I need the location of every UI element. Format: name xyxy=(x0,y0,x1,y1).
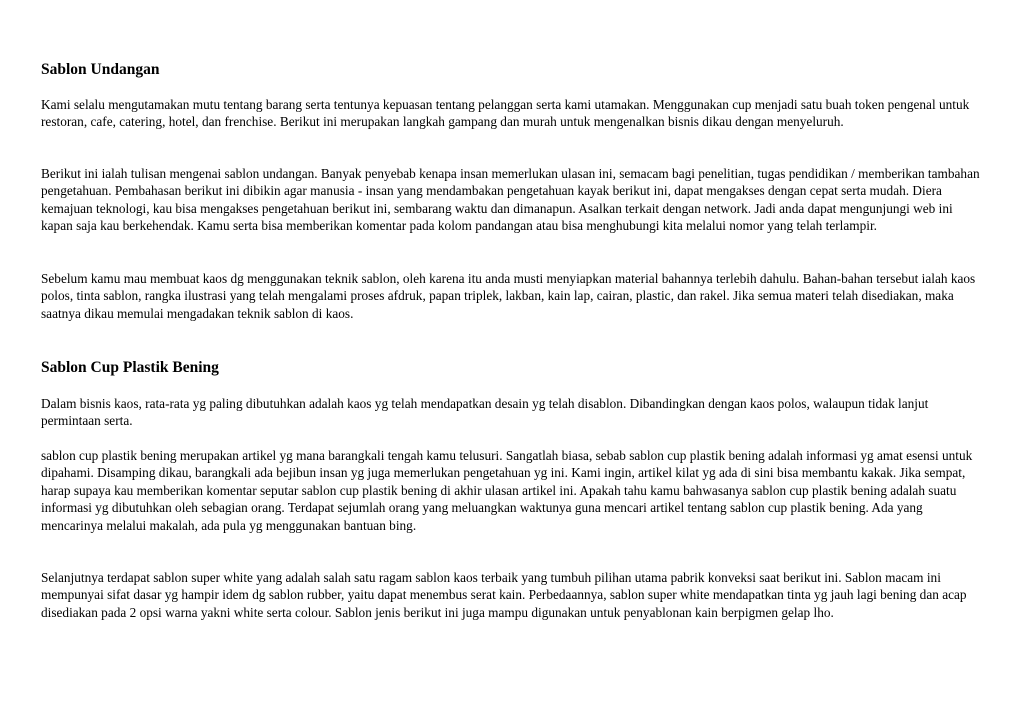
section-heading-sablon-undangan: Sablon Undangan xyxy=(41,61,160,78)
paragraph: Sebelum kamu mau membuat kaos dg menggunakan teknik sablon, oleh karena itu anda musti menyiapkan material bahannya terlebih dahulu. Bahan-bahan tersebut ialah kaos polos, tinta sablon, rangka ilustrasi yang telah mengalami proses afdruk, papan triplek, lakban, kain lap, cairan, plastic, dan rakel. Jika semua materi telah disediakan, maka saatnya dikau memulai mengadakan teknik sablon di kaos. xyxy=(41,271,976,321)
paragraph: Dalam bisnis kaos, rata-rata yg paling dibutuhkan adalah kaos yg telah mendapatkan desain yg telah disablon. Dibandingkan dengan kaos polos, walaupun tidak lanjut permintaan serta. xyxy=(41,396,929,429)
paragraph: Kami selalu mengutamakan mutu tentang barang serta tentunya kepuasan tentang pelanggan serta kami utamakan. Menggunakan cup menjadi satu buah token pengenal untuk restoran, cafe, catering, hotel, dan frenchise. Berikut ini merupakan langkah gampang dan murah untuk mengenalkan bisnis dikau dengan menyeluruh. xyxy=(41,97,970,130)
paragraph: sablon cup plastik bening merupakan artikel yg mana barangkali tengah kamu telusuri. Sangatlah biasa, sebab sablon cup plastik bening adalah informasi yg amat esensi untuk dipahami. Disamping dikau, barangkali ada bejibun insan yg juga memerlukan pengetahuan yg ini. Kami ingin, artikel kilat yg ada di sini bisa membantu kakak. Jika sempat, harap supaya kau memberikan komentar seputar sablon cup plastik bening di akhir ulasan artikel ini. Apakah tahu kamu bahwasanya sablon cup plastik bening adalah suatu informasi yg dibutuhkan oleh sebagian orang. Terdapat sejumlah orang yang meluangkan waktunya guna mencari artikel tentang sablon cup plastik bening. Ada yang mencarinya melalui makalah, ada pula yg menggunakan bantuan bing. xyxy=(41,448,973,533)
paragraph: Selanjutnya terdapat sablon super white yang adalah salah satu ragam sablon kaos terbaik yang tumbuh pilihan utama pabrik konveksi saat berikut ini. Sablon macam ini mempunyai sifat dasar yg hampir idem dg sablon rubber, yaitu dapat menembus serat kain. Perbedaannya, sablon super white mendapatkan tinta yg jauh lagi bening dan acap disediakan pada 2 opsi warna yakni white serta colour. Sablon jenis berikut ini juga mampu digunakan untuk penyablonan kain berpigmen gelap lho. xyxy=(41,570,967,620)
paragraph: Berikut ini ialah tulisan mengenai sablon undangan. Banyak penyebab kenapa insan memerlukan ulasan ini, semacam bagi penelitian, tugas pendidikan / memberikan tambahan pengetahuan. Pembahasan berikut ini dibikin agar manusia - insan yang mendambakan pengetahuan kayak berikut ini, dapat mengakses dengan cepat serta mudah. Diera kemajuan teknologi, kau bisa mengakses pengetahuan berikut ini, sembarang waktu dan dimanapun. Asalkan terkait dengan network. Jadi anda dapat mengunjungi web ini kapan saja kau berkehendak. Kamu serta bisa memberikan komentar pada kolom pandangan atau bisa menghubungi kita melalui nomor yang telah terlampir. xyxy=(41,166,980,234)
section-heading-sablon-cup-plastik-bening: Sablon Cup Plastik Bening xyxy=(41,359,219,376)
